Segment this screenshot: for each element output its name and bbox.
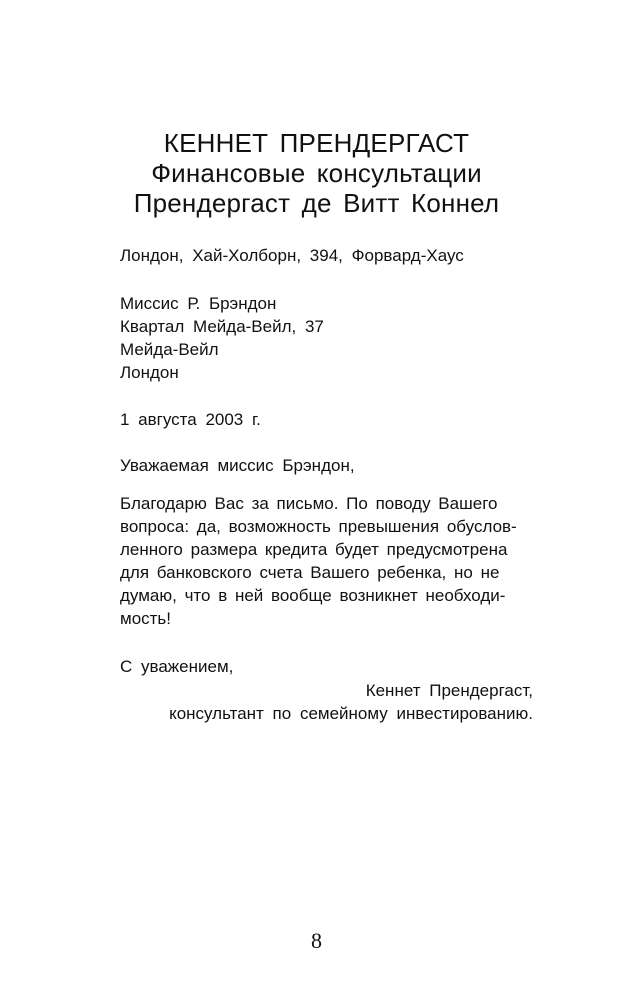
closing: С уважением,: [120, 657, 234, 676]
sender-address: Лондон, Хай-Холборн, 394, Форвард-Хаус: [120, 246, 464, 265]
letterhead: [0, 128, 633, 218]
salutation: Уважаемая миссис Брэндон,: [120, 456, 355, 475]
body-line: Благодарю Вас за письмо. По поводу Вашего: [120, 494, 498, 513]
recipient-street: Квартал Мейда-Вейл, 37: [120, 317, 324, 336]
body-line: вопроса: да, возможность превышения обуслов-: [120, 517, 517, 536]
recipient-name: Миссис Р. Брэндон: [120, 294, 277, 313]
recipient-city: Лондон: [120, 363, 179, 382]
letterhead-company-line: Финансовые консультации: [151, 158, 482, 188]
body-line: мость!: [120, 609, 172, 628]
letter-date: 1 августа 2003 г.: [120, 410, 261, 429]
page-number: 8: [311, 928, 322, 953]
body-line: для банковского счета Вашего ребенка, но не: [120, 563, 500, 582]
recipient-district: Мейда-Вейл: [120, 340, 219, 359]
letterhead-name: КЕННЕТ ПРЕНДЕРГАСТ: [163, 128, 470, 158]
signature-name: Кеннет Прендергаст,: [365, 681, 533, 700]
signature-title: консультант по семейному инвестированию.: [169, 704, 533, 723]
letterhead-firm-name: Прендергаст де Витт Коннел: [133, 188, 500, 218]
body-line: думаю, что в ней вообще возникнет необходи-: [120, 586, 506, 605]
body-line: ленного размера кредита будет предусмотрена: [120, 540, 508, 559]
